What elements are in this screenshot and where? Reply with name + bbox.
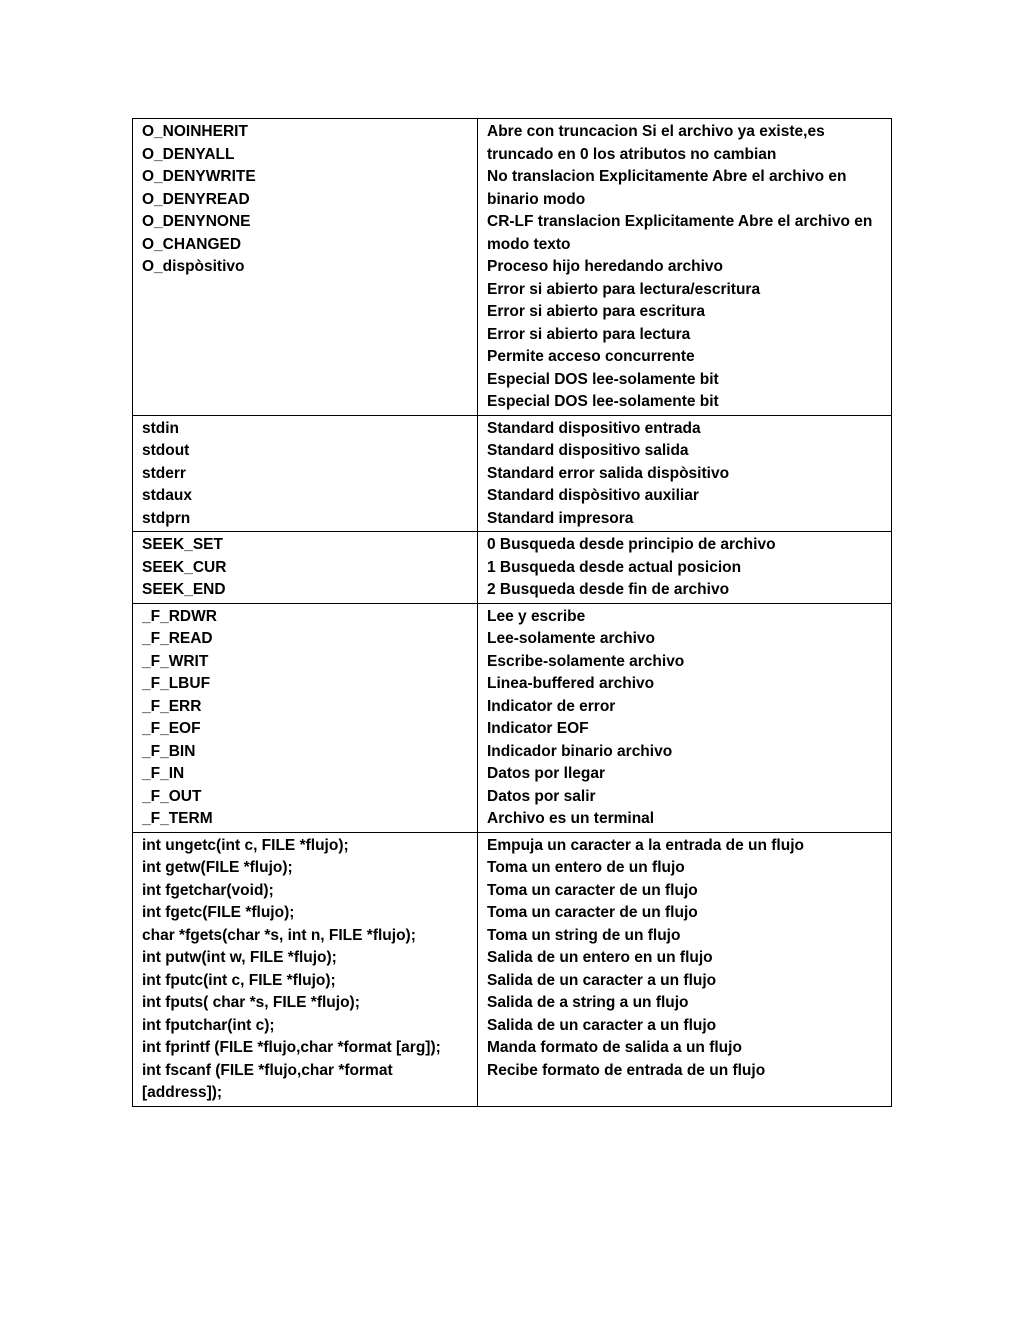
table-row: [133, 532, 892, 604]
description-line: Especial DOS lee-solamente bit: [487, 370, 719, 388]
description-line: Recibe formato de entrada de un flujo: [487, 1061, 766, 1079]
description-line: Escribe-solamente archivo: [487, 652, 685, 670]
identifier-line: O_CHANGED: [142, 235, 242, 253]
identifier-cell: [133, 603, 478, 832]
description-line: Error si abierto para lectura/escritura: [487, 280, 761, 298]
table-row: [133, 415, 892, 532]
identifier-line: O_DENYALL: [142, 145, 235, 163]
identifier-line: _F_RDWR: [142, 607, 217, 625]
identifier-line: stdin: [142, 419, 180, 437]
description-line: Lee-solamente archivo: [487, 630, 655, 647]
description-line: Toma un string de un flujo: [487, 926, 681, 944]
identifier-line: _F_READ: [142, 630, 213, 647]
identifier-line: _F_EOF: [142, 720, 201, 737]
description-line: Error si abierto para lectura: [487, 325, 691, 343]
description-line: Standard dispositivo salida: [487, 442, 689, 459]
description-line: CR-LF translacion Explicitamente Abre el archivo en: [487, 213, 873, 230]
description-line: Salida de un caracter a un flujo: [487, 1016, 717, 1034]
identifier-line: stdout: [142, 442, 190, 459]
description-line: Especial DOS lee-solamente bit: [487, 393, 719, 410]
identifier-line: _F_LBUF: [142, 675, 211, 692]
description-line: Proceso hijo heredando archivo: [487, 258, 724, 275]
description-line: Datos por salir: [487, 787, 596, 805]
identifier-line: _F_ERR: [142, 697, 202, 715]
description-line: Indicator EOF: [487, 720, 589, 737]
identifier-line: int fputchar(int c);: [142, 1016, 275, 1034]
identifier-line: int getw(FILE *flujo);: [142, 859, 293, 876]
identifier-cell: [133, 532, 478, 604]
description-line: Standard error salida dispòsitivo: [487, 464, 730, 482]
description-line: Lee y escribe: [487, 607, 586, 625]
description-line: Empuja un caracter a la entrada de un flujo: [487, 836, 804, 854]
identifier-line: O_dispòsitivo: [142, 258, 245, 275]
description-line: Error si abierto para escritura: [487, 303, 705, 320]
description-line: Archivo es un terminal: [487, 810, 655, 827]
table-row: [133, 119, 892, 416]
description-line: Toma un entero de un flujo: [487, 859, 685, 876]
description-line: Standard dispòsitivo auxiliar: [487, 487, 699, 504]
identifier-line: stderr: [142, 464, 186, 482]
identifier-line: int putw(int w, FILE *flujo);: [142, 949, 337, 966]
identifier-line: O_DENYNONE: [142, 213, 251, 230]
identifier-line: _F_IN: [142, 765, 185, 782]
identifier-line: _F_OUT: [142, 787, 202, 805]
identifier-line: int ungetc(int c, FILE *flujo);: [142, 836, 349, 854]
identifier-line: SEEK_SET: [142, 536, 223, 553]
identifier-line: _F_WRIT: [142, 652, 209, 670]
description-line: Salida de un entero en un flujo: [487, 949, 713, 966]
identifier-line: O_DENYWRITE: [142, 168, 256, 185]
identifier-cell: [133, 415, 478, 532]
identifier-line: SEEK_CUR: [142, 558, 227, 576]
identifier-line: char *fgets(char *s, int n, FILE *flujo);: [142, 926, 416, 944]
identifier-line: [address]);: [142, 1084, 223, 1101]
description-cell: [478, 832, 892, 1106]
identifier-line: int fputc(int c, FILE *flujo);: [142, 971, 336, 989]
description-line: 1 Busqueda desde actual posicion: [487, 558, 742, 576]
reference-table: [132, 118, 892, 1107]
description-line: Salida de a string a un flujo: [487, 994, 689, 1011]
description-line: truncado en 0 los atributos no cambian: [487, 145, 777, 163]
description-line: Indicator de error: [487, 697, 616, 715]
description-cell: [478, 532, 892, 604]
description-line: Toma un caracter de un flujo: [487, 904, 698, 921]
identifier-line: stdaux: [142, 487, 192, 504]
identifier-line: int fgetc(FILE *flujo);: [142, 904, 295, 921]
identifier-line: int fscanf (FILE *flujo,char *format: [142, 1061, 393, 1079]
description-line: Indicador binario archivo: [487, 742, 673, 760]
identifier-line: _F_BIN: [142, 742, 196, 760]
identifier-cell: [133, 119, 478, 416]
description-line: Permite acceso concurrente: [487, 348, 695, 365]
description-line: 2 Busqueda desde fin de archivo: [487, 581, 730, 598]
description-line: No translacion Explicitamente Abre el archivo en: [487, 168, 847, 185]
description-line: Standard impresora: [487, 509, 634, 527]
identifier-line: O_NOINHERIT: [142, 123, 248, 140]
description-line: Standard dispositivo entrada: [487, 419, 701, 437]
reference-table-body: [133, 119, 892, 1107]
description-cell: [478, 415, 892, 532]
description-line: modo texto: [487, 235, 571, 253]
description-line: binario modo: [487, 190, 586, 208]
description-cell: [478, 603, 892, 832]
description-line: Linea-buffered archivo: [487, 675, 655, 692]
table-row: [133, 832, 892, 1106]
description-line: 0 Busqueda desde principio de archivo: [487, 536, 776, 553]
description-line: Datos por llegar: [487, 765, 605, 782]
description-line: Abre con truncacion Si el archivo ya existe,es: [487, 123, 825, 140]
identifier-line: O_DENYREAD: [142, 190, 250, 208]
identifier-line: int fgetchar(void);: [142, 881, 274, 899]
identifier-cell: [133, 832, 478, 1106]
identifier-line: SEEK_END: [142, 581, 226, 598]
table-row: [133, 603, 892, 832]
identifier-line: stdprn: [142, 509, 191, 527]
identifier-line: _F_TERM: [142, 810, 213, 827]
description-cell: [478, 119, 892, 416]
identifier-line: int fputs( char *s, FILE *flujo);: [142, 994, 360, 1011]
description-line: Salida de un caracter a un flujo: [487, 971, 717, 989]
description-line: Manda formato de salida a un flujo: [487, 1039, 742, 1056]
identifier-line: int fprintf (FILE *flujo,char *format [arg]);: [142, 1039, 441, 1056]
description-line: Toma un caracter de un flujo: [487, 881, 698, 899]
